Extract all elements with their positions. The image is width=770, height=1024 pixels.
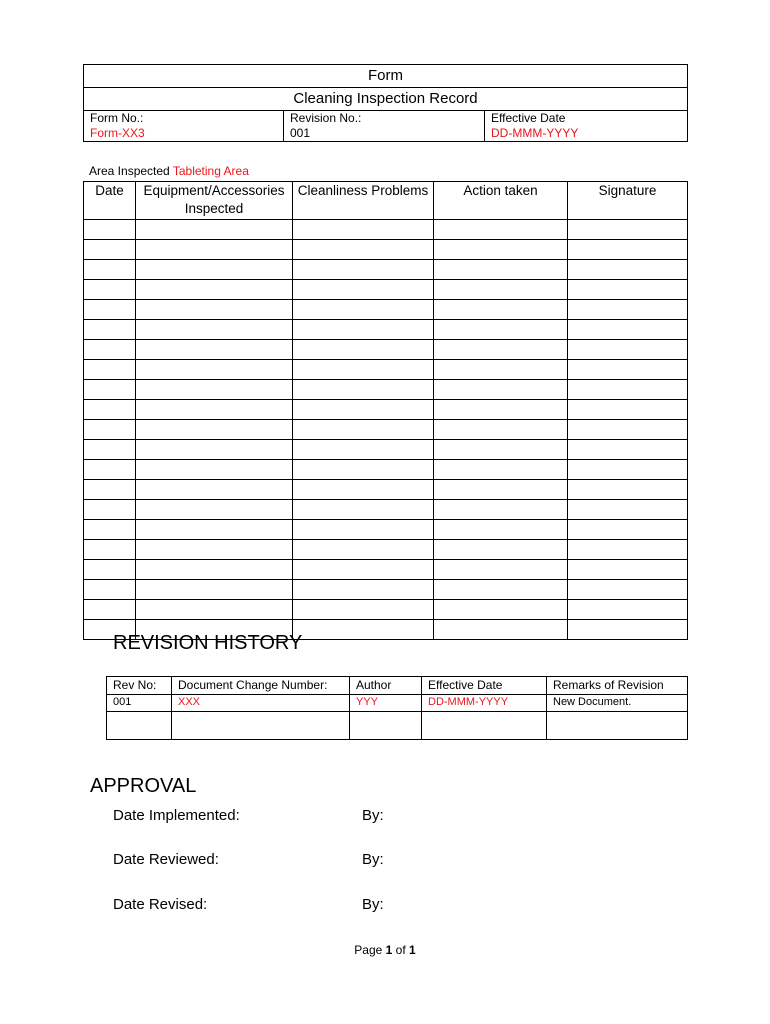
empty-cell [84, 380, 136, 400]
author-cell: YYY [350, 695, 422, 712]
empty-cell [434, 320, 568, 340]
empty-cell [84, 400, 136, 420]
empty-cell [568, 240, 688, 260]
empty-cell [136, 320, 293, 340]
empty-cell [136, 280, 293, 300]
area-inspected-line [89, 164, 249, 178]
effective-date-value: DD-MMM-YYYY [491, 126, 579, 140]
date-reviewed-label: Date Reviewed: [113, 851, 219, 868]
empty-cell [84, 360, 136, 380]
form-header-table [83, 64, 688, 142]
area-inspected-label: Area Inspected [89, 164, 170, 178]
empty-cell [434, 560, 568, 580]
empty-cell [434, 260, 568, 280]
empty-cell [293, 300, 434, 320]
table-row [107, 712, 688, 740]
rev-column-author: Author [350, 677, 422, 695]
empty-cell [84, 520, 136, 540]
empty-cell [84, 280, 136, 300]
empty-cell [293, 540, 434, 560]
remarks-cell: New Document. [547, 695, 688, 712]
empty-cell [136, 340, 293, 360]
empty-cell [293, 440, 434, 460]
empty-cell [136, 500, 293, 520]
page-number [0, 943, 770, 957]
table-row [84, 600, 688, 620]
empty-cell [434, 520, 568, 540]
empty-cell [136, 380, 293, 400]
of-word: of [395, 943, 406, 957]
empty-cell [136, 600, 293, 620]
empty-cell [136, 460, 293, 480]
table-row [84, 280, 688, 300]
empty-cell [136, 240, 293, 260]
empty-cell [84, 220, 136, 240]
empty-cell [434, 540, 568, 560]
form-no-cell [84, 111, 284, 142]
form-type-title: Form [84, 65, 688, 88]
inspection-table-body [84, 220, 688, 640]
empty-cell [84, 580, 136, 600]
table-row [84, 560, 688, 580]
table-row [84, 500, 688, 520]
empty-cell [434, 500, 568, 520]
revision-no-cell [284, 111, 485, 142]
empty-cell [172, 712, 350, 740]
empty-cell [136, 560, 293, 580]
table-row [84, 380, 688, 400]
page-current: 1 [385, 943, 393, 957]
approval-title: APPROVAL [90, 775, 197, 797]
empty-cell [568, 280, 688, 300]
empty-cell [136, 580, 293, 600]
empty-cell [568, 480, 688, 500]
empty-cell [293, 560, 434, 580]
empty-cell [568, 360, 688, 380]
empty-cell [568, 400, 688, 420]
empty-cell [84, 340, 136, 360]
empty-cell [136, 220, 293, 240]
empty-cell [293, 620, 434, 640]
empty-cell [568, 420, 688, 440]
empty-cell [434, 480, 568, 500]
empty-cell [136, 420, 293, 440]
empty-cell [434, 360, 568, 380]
change-number-cell: XXX [172, 695, 350, 712]
empty-cell [136, 360, 293, 380]
table-row [84, 420, 688, 440]
empty-cell [547, 712, 688, 740]
empty-cell [434, 460, 568, 480]
empty-cell [568, 320, 688, 340]
empty-cell [136, 260, 293, 280]
table-row [84, 360, 688, 380]
empty-cell [568, 460, 688, 480]
rev-column-remarks: Remarks of Revision [547, 677, 688, 695]
revised-by-label: By: [362, 896, 384, 913]
rev-column-rev-no: Rev No: [107, 677, 172, 695]
empty-cell [136, 400, 293, 420]
table-row [84, 300, 688, 320]
empty-cell [568, 600, 688, 620]
empty-cell [293, 500, 434, 520]
empty-cell [434, 600, 568, 620]
table-row [84, 440, 688, 460]
table-row [84, 340, 688, 360]
empty-cell [434, 220, 568, 240]
reviewed-by-label: By: [362, 851, 384, 868]
empty-cell [84, 540, 136, 560]
column-header-action: Action taken [434, 182, 568, 220]
empty-cell [293, 420, 434, 440]
empty-cell [568, 440, 688, 460]
empty-cell [568, 540, 688, 560]
empty-cell [568, 500, 688, 520]
empty-cell [434, 380, 568, 400]
empty-cell [434, 280, 568, 300]
empty-cell [422, 712, 547, 740]
empty-cell [434, 420, 568, 440]
empty-cell [136, 300, 293, 320]
empty-cell [84, 260, 136, 280]
table-row [84, 240, 688, 260]
empty-cell [350, 712, 422, 740]
table-row [84, 400, 688, 420]
table-row [84, 540, 688, 560]
empty-cell [293, 520, 434, 540]
empty-cell [136, 440, 293, 460]
empty-cell [293, 480, 434, 500]
document-title: Cleaning Inspection Record [84, 88, 688, 111]
empty-cell [293, 220, 434, 240]
empty-cell [293, 380, 434, 400]
empty-cell [84, 560, 136, 580]
rev-column-change-number: Document Change Number: [172, 677, 350, 695]
area-inspected-value: Tableting Area [172, 164, 249, 178]
effective-date-label: Effective Date [491, 111, 566, 125]
implemented-by-label: By: [362, 807, 384, 824]
table-row [84, 580, 688, 600]
revision-no-label: Revision No.: [290, 111, 362, 125]
form-no-value: Form-XX3 [90, 126, 145, 140]
empty-cell [434, 240, 568, 260]
empty-cell [84, 460, 136, 480]
empty-cell [293, 360, 434, 380]
page-total: 1 [409, 943, 416, 957]
column-header-signature: Signature [568, 182, 688, 220]
column-header-cleanliness: Cleanliness Problems [293, 182, 434, 220]
empty-cell [434, 300, 568, 320]
page-word: Page [354, 943, 383, 957]
empty-cell [434, 340, 568, 360]
column-header-date: Date [84, 182, 136, 220]
empty-cell [293, 580, 434, 600]
empty-cell [568, 520, 688, 540]
inspection-table [83, 181, 688, 640]
rev-effective-date-cell: DD-MMM-YYYY [422, 695, 547, 712]
empty-cell [84, 240, 136, 260]
date-revised-label: Date Revised: [113, 896, 208, 913]
empty-cell [568, 620, 688, 640]
empty-cell [568, 220, 688, 240]
table-row [84, 220, 688, 240]
empty-cell [293, 600, 434, 620]
rev-column-effective-date: Effective Date [422, 677, 547, 695]
empty-cell [293, 340, 434, 360]
form-no-label: Form No.: [90, 111, 144, 125]
empty-cell [568, 580, 688, 600]
empty-cell [136, 520, 293, 540]
empty-cell [136, 540, 293, 560]
empty-cell [434, 620, 568, 640]
effective-date-cell [485, 111, 688, 142]
revision-history-title: REVISION HISTORY [113, 632, 303, 654]
table-row [84, 260, 688, 280]
empty-cell [84, 440, 136, 460]
column-header-equipment: Equipment/Accessories Inspected [136, 182, 293, 220]
empty-cell [84, 600, 136, 620]
empty-cell [84, 480, 136, 500]
table-row [84, 460, 688, 480]
empty-cell [293, 400, 434, 420]
revision-history-table [106, 676, 688, 740]
empty-cell [107, 712, 172, 740]
empty-cell [434, 400, 568, 420]
empty-cell [293, 260, 434, 280]
empty-cell [84, 500, 136, 520]
empty-cell [434, 440, 568, 460]
empty-cell [136, 480, 293, 500]
empty-cell [293, 240, 434, 260]
table-row [84, 520, 688, 540]
empty-cell [84, 320, 136, 340]
table-row [84, 480, 688, 500]
empty-cell [568, 300, 688, 320]
date-implemented-label: Date Implemented: [113, 807, 240, 824]
rev-no-cell: 001 [107, 695, 172, 712]
table-row [107, 695, 688, 712]
empty-cell [84, 420, 136, 440]
empty-cell [568, 260, 688, 280]
empty-cell [293, 460, 434, 480]
empty-cell [293, 280, 434, 300]
empty-cell [568, 340, 688, 360]
empty-cell [568, 560, 688, 580]
empty-cell [434, 580, 568, 600]
empty-cell [84, 300, 136, 320]
table-row [84, 320, 688, 340]
revision-no-value: 001 [290, 126, 311, 140]
empty-cell [293, 320, 434, 340]
empty-cell [568, 380, 688, 400]
